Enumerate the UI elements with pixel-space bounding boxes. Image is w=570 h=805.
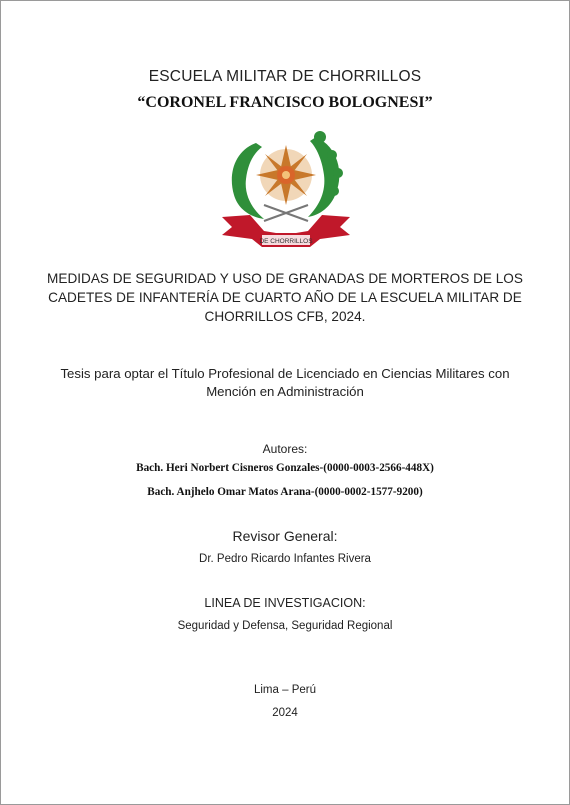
reviewer-name: Dr. Pedro Ricardo Infantes Rivera (199, 553, 371, 565)
year: 2024 (272, 707, 298, 719)
institution-name: ESCUELA MILITAR DE CHORRILLOS (148, 68, 422, 85)
institution-subtitle: “CORONEL FRANCISCO BOLOGNESI” (137, 94, 433, 111)
emblem-ribbon-text: DE CHORRILLOS (259, 238, 313, 245)
research-line-label: LINEA DE INVESTIGACION: (204, 596, 366, 610)
author-1: Bach. Heri Norbert Cisneros Gonzales-(0000-0003-2566-448X) (136, 462, 434, 474)
thesis-purpose: Tesis para optar el Título Profesional de Licenciado en Ciencias Militares con Mención en Administración (60, 366, 510, 399)
reviewer-label: Revisor General: (232, 528, 338, 544)
authors-label: Autores: (262, 442, 308, 456)
military-school-coat-of-arms-icon (216, 123, 356, 253)
research-line-value: Seguridad y Defensa, Seguridad Regional (177, 620, 393, 632)
thesis-title: MEDIDAS DE SEGURIDAD Y USO DE GRANADAS DE MORTEROS DE LOS CADETES DE INFANTERÍA DE CUARTO AÑO DE LA ESCUELA MILITAR DE CHORRILLOS CFB, 2024. (47, 271, 523, 324)
author-2: Bach. Anjhelo Omar Matos Arana-(0000-0002-1577-9200) (147, 486, 423, 498)
place: Lima – Perú (253, 684, 316, 696)
